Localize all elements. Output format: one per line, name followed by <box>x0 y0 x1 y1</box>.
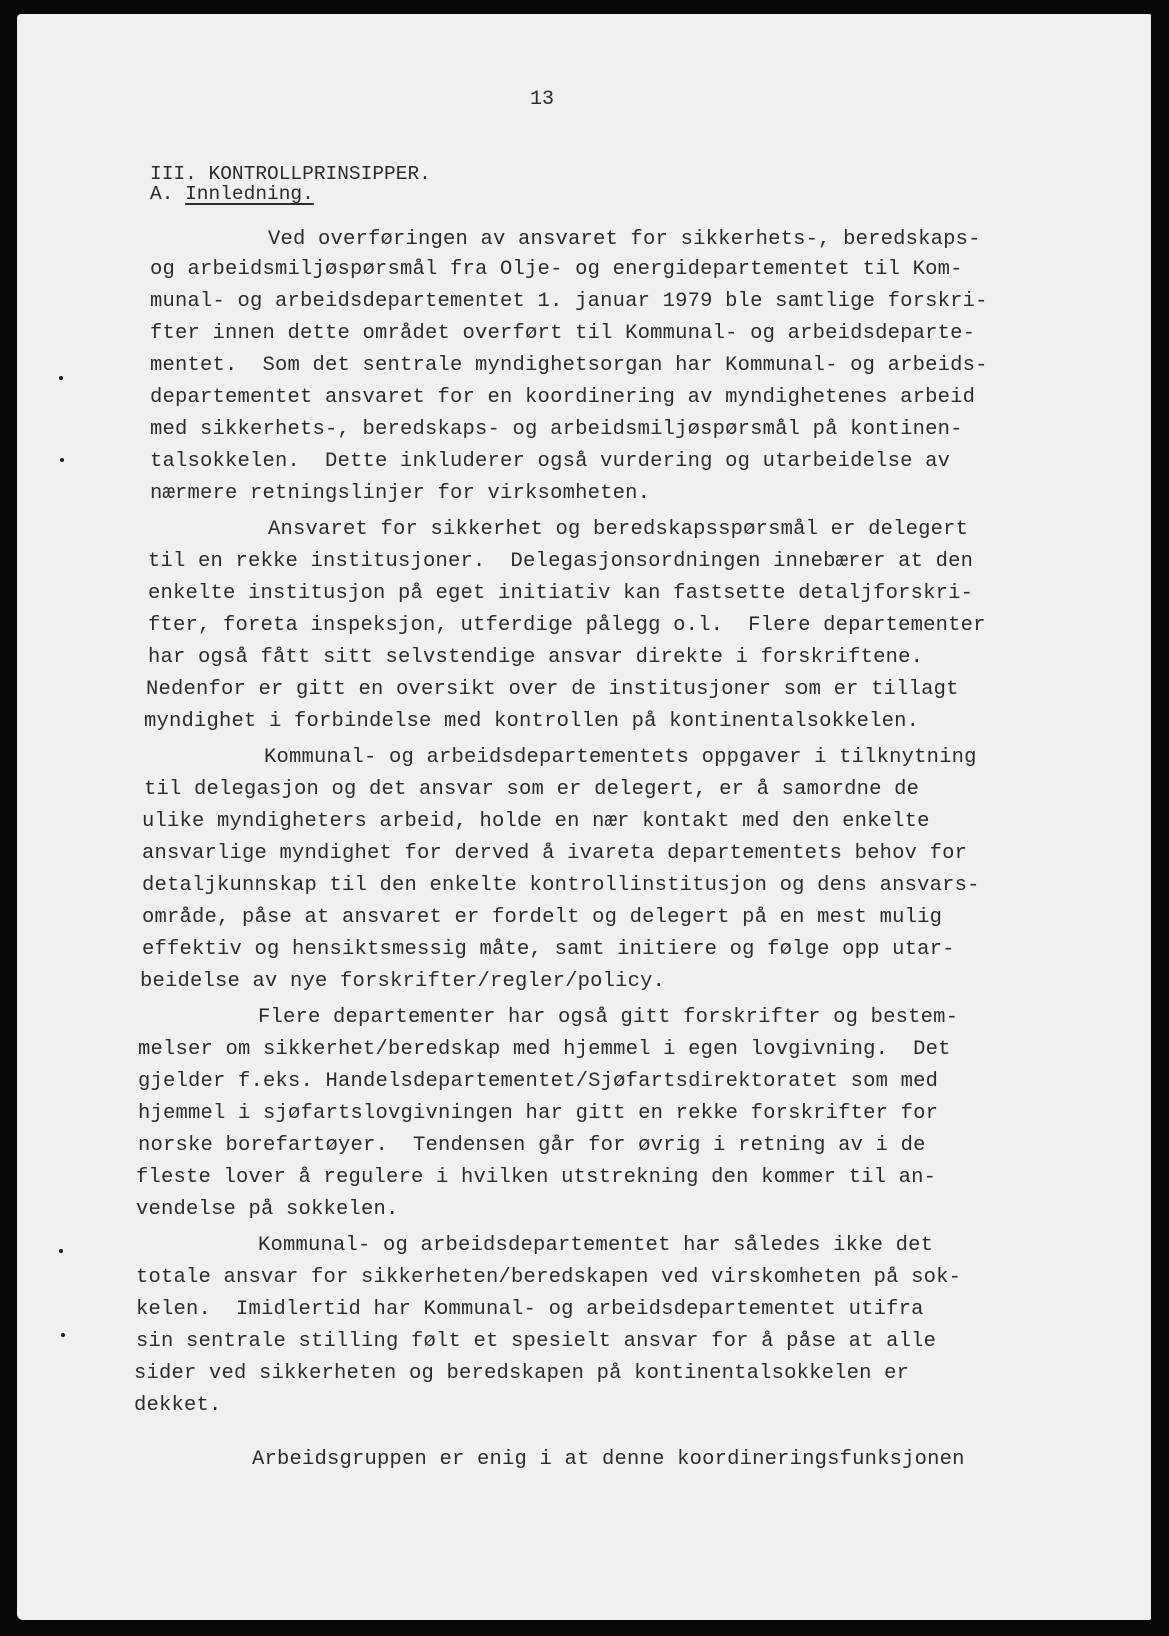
text-line: beidelse av nye forskrifter/regler/policy. <box>140 970 666 993</box>
text-line: mentet. Som det sentrale myndighetsorgan har Kommunal- og arbeids- <box>150 354 988 377</box>
text-line: kelen. Imidlertid har Kommunal- og arbeidsdepartementet utifra <box>136 1298 924 1321</box>
text-line: sin sentrale stilling følt et spesielt ansvar for å påse at alle <box>136 1330 937 1353</box>
text-line: talsokkelen. Dette inkluderer også vurdering og utarbeidelse av <box>150 450 951 473</box>
text-line: effektiv og hensiktsmessig måte, samt initiere og følge opp utar- <box>142 938 955 961</box>
text-line: fter innen dette området overført til Kommunal- og arbeidsdeparte- <box>150 322 976 345</box>
margin-mark <box>61 1333 65 1337</box>
text-line: myndighet i forbindelse med kontrollen på kontinentalsokkelen. <box>144 710 920 733</box>
text-line: Nedenfor er gitt en oversikt over de institusjoner som er tillagt <box>146 678 959 701</box>
text-line: Kommunal- og arbeidsdepartementets oppgaver i tilknytning <box>264 746 977 769</box>
margin-mark <box>59 1249 63 1253</box>
text-line: til en rekke institusjoner. Delegasjonsordningen innebærer at den <box>148 550 974 573</box>
text-line: til delegasjon og det ansvar som er delegert, er å samordne de <box>144 778 920 801</box>
text-line: enkelte institusjon på eget initiativ kan fastsette detaljforskri- <box>148 582 974 605</box>
text-line: Arbeidsgruppen er enig i at denne koordineringsfunksjonen <box>252 1448 965 1471</box>
text-line: gjelder f.eks. Handelsdepartementet/Sjøfartsdirektoratet som med <box>138 1070 939 1093</box>
margin-mark <box>59 376 63 380</box>
text-line: fter, foreta inspeksjon, utferdige pålegg o.l. Flere departementer <box>148 614 986 637</box>
text-line: totale ansvar for sikkerheten/beredskapen ved virskomheten på sok- <box>136 1266 962 1289</box>
text-line: med sikkerhets-, beredskaps- og arbeidsmiljøspørsmål på kontinen- <box>150 418 963 441</box>
section-heading: III. KONTROLLPRINSIPPER. <box>150 163 431 185</box>
text-line: hjemmel i sjøfartslovgivningen har gitt en rekke forskrifter for <box>138 1102 939 1125</box>
text-line: nærmere retningslinjer for virksomheten. <box>150 482 651 505</box>
subsection-title: Innledning. <box>185 183 314 205</box>
text-line: fleste lover å regulere i hvilken utstrekning den kommer til an- <box>136 1166 937 1189</box>
text-line: og arbeidsmiljøspørsmål fra Olje- og energidepartementet til Kom- <box>150 258 963 281</box>
text-line: område, påse at ansvaret er fordelt og delegert på en mest mulig <box>142 906 943 929</box>
text-line: vendelse på sokkelen. <box>136 1198 399 1221</box>
subsection-heading <box>150 183 314 205</box>
text-line: Ansvaret for sikkerhet og beredskapsspørsmål er delegert <box>268 518 969 541</box>
text-line: har også fått sitt selvstendige ansvar direkte i forskriftene. <box>148 646 924 669</box>
text-line: Kommunal- og arbeidsdepartementet har således ikke det <box>258 1234 934 1257</box>
text-line: dekket. <box>134 1394 222 1417</box>
text-line: norske borefartøyer. Tendensen går for øvrig i retning av i de <box>138 1134 926 1157</box>
text-line: departementet ansvaret for en koordinering av myndighetenes arbeid <box>150 386 976 409</box>
text-line: melser om sikkerhet/beredskap med hjemmel i egen lovgivning. Det <box>138 1038 951 1061</box>
text-line: Ved overføringen av ansvaret for sikkerhets-, beredskaps- <box>268 228 981 251</box>
text-line: detaljkunnskap til den enkelte kontrollinstitusjon og dens ansvars- <box>142 874 980 897</box>
text-line: sider ved sikkerheten og beredskapen på kontinentalsokkelen er <box>134 1362 910 1385</box>
text-line: ulike myndigheters arbeid, holde en nær kontakt med den enkelte <box>142 810 930 833</box>
page-number: 13 <box>530 88 555 111</box>
subsection-prefix: A. <box>150 183 186 205</box>
text-line: munal- og arbeidsdepartementet 1. januar 1979 ble samtlige forskri- <box>150 290 988 313</box>
text-line: Flere departementer har også gitt forskrifter og bestem- <box>258 1006 959 1029</box>
text-line: ansvarlige myndighet for derved å ivareta departementets behov for <box>142 842 968 865</box>
margin-mark <box>60 458 64 462</box>
